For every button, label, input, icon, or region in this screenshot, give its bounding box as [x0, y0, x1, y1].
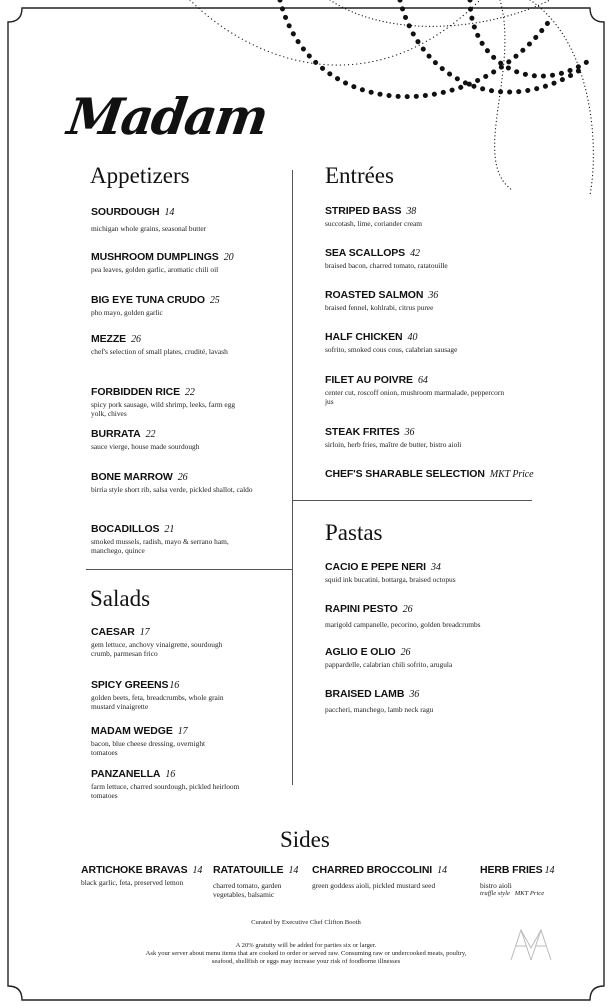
menu-item	[91, 206, 291, 233]
appetizers-heading: Appetizers	[90, 163, 190, 188]
item-name: CACIO E PEPE NERI	[325, 561, 426, 573]
item-name: SOURDOUGH	[91, 206, 160, 218]
item-description: farm lettuce, charred sourdough, pickled heirloom tomatoes	[91, 782, 240, 801]
item-price: 38	[406, 206, 417, 217]
item-price: 21	[164, 524, 175, 535]
item-name: MUSHROOM DUMPLINGS	[91, 251, 219, 263]
item-name: SEA SCALLOPS	[325, 247, 406, 259]
menu-item	[91, 294, 291, 317]
item-description: spicy pork sausage, wild shrimp, leeks, farm egg yolk, chives	[91, 400, 236, 419]
menu-item	[325, 603, 535, 629]
item-description: birria style short rib, salsa verde, pickled shallot, caldo	[91, 485, 253, 494]
item-price: MKT Price	[489, 469, 534, 480]
item-name: MADAM WEDGE	[91, 725, 173, 737]
item-price: 26	[177, 472, 188, 483]
item-description: marigold campanelle, pecorino, golden breadcrumbs	[325, 620, 481, 629]
menu-item	[325, 426, 525, 449]
item-name: BRAISED LAMB	[325, 688, 405, 700]
menu-item	[91, 768, 241, 800]
monogram-watermark-icon	[509, 928, 553, 962]
item-price: 36	[409, 689, 420, 700]
item-description: smoked mussels, radish, mayo & serrano ham, manchego, quince	[91, 537, 229, 556]
item-price: 14	[192, 865, 203, 876]
item-description: center cut, roscoff onion, mushroom marmalade, peppercorn jus	[325, 388, 505, 407]
item-name: FORBIDDEN RICE	[91, 386, 181, 398]
raw-food-advisory-line-2: seafood, shellfish or eggs may increase your risk of foodborne illnesses	[211, 958, 401, 965]
item-price: 22	[145, 429, 156, 440]
menu-item	[91, 428, 291, 451]
item-price: 25	[209, 295, 220, 306]
item-description: pea leaves, golden garlic, aromatic chili oil	[91, 265, 219, 274]
menu-item	[325, 646, 525, 669]
item-name: STRIPED BASS	[325, 205, 402, 217]
menu-item	[325, 374, 505, 406]
item-price: 16	[169, 680, 180, 691]
menu-item	[91, 386, 241, 418]
item-description: paccheri, manchego, lamb neck ragu	[325, 705, 434, 714]
item-name: SPICY GREENS	[91, 679, 169, 691]
item-name: PANZANELLA	[91, 768, 161, 780]
item-description: pappardelle, calabrian chili sofrito, arugula	[325, 660, 453, 669]
item-name: ARTICHOKE BRAVAS	[81, 864, 188, 876]
menu-item	[91, 626, 241, 658]
item-description: bistro aioli	[480, 881, 512, 890]
item-price: 16	[165, 769, 176, 780]
item-name: RAPINI PESTO	[325, 603, 398, 615]
curated-by-credit: Curated by Executive Chef Clifton Booth	[251, 919, 361, 926]
raw-food-advisory-line-1: Ask your server about menu items that are cooked to order or served raw. Consuming raw or undercooked meats, poultry,	[145, 950, 467, 957]
item-price: 36	[404, 427, 415, 438]
gratuity-notice: A 20% gratuity will be added for parties six or larger.	[235, 942, 377, 949]
item-price: 14	[544, 865, 555, 876]
item-description: charred tomato, garden vegetables, balsamic	[213, 881, 282, 900]
item-price: 14	[437, 865, 447, 876]
item-description: braised fennel, kohlrabi, citrus puree	[325, 303, 434, 312]
item-name: BURRATA	[91, 428, 141, 440]
salads-heading: Salads	[90, 586, 151, 611]
item-name: MEZZE	[91, 333, 127, 345]
item-price: 17	[139, 627, 150, 638]
item-name: AGLIO E OLIO	[325, 646, 396, 658]
item-description: pho mayo, golden garlic	[91, 308, 163, 317]
menu-item	[91, 471, 261, 494]
item-note: truffle style MKT Price	[480, 890, 545, 898]
menu-item	[325, 331, 525, 354]
item-name: ROASTED SALMON	[325, 289, 424, 301]
item-name: STEAK FRITES	[325, 426, 400, 438]
item-description: squid ink bucatini, bottarga, braised octopus	[325, 575, 456, 584]
item-description: green goddess aioli, pickled mustard seed	[312, 881, 436, 890]
menu-item	[325, 289, 525, 312]
menu-item	[81, 864, 211, 887]
item-name: BONE MARROW	[91, 471, 173, 483]
menu-item	[480, 864, 580, 897]
item-description: sofrito, smoked cous cous, calabrian sausage	[325, 345, 458, 354]
menu-item	[91, 251, 241, 274]
item-name: BOCADILLOS	[91, 523, 160, 535]
menu-item	[325, 247, 525, 270]
item-price: 22	[185, 387, 195, 398]
item-name: HALF CHICKEN	[325, 331, 403, 343]
pastas-heading: Pastas	[325, 520, 383, 545]
item-description: bacon, blue cheese dressing, overnight tomatoes	[91, 739, 206, 758]
item-name: CAESAR	[91, 626, 135, 638]
menu-item	[91, 523, 241, 555]
item-price: 34	[431, 562, 441, 573]
entrees-pastas-divider	[292, 500, 532, 501]
item-price: 26	[400, 647, 411, 658]
item-price: 14	[288, 865, 299, 876]
menu-item	[91, 679, 231, 711]
menu-item	[91, 333, 256, 356]
item-name: HERB FRIES	[480, 864, 543, 876]
column-divider-vertical	[292, 170, 293, 785]
item-description: golden beets, feta, breadcrumbs, whole grain mustard vinaigrette	[91, 693, 224, 712]
menu-item	[325, 688, 525, 714]
item-description: sirloin, herb fries, maître de butter, bistro aioli	[325, 440, 462, 449]
item-price: 26	[131, 334, 141, 345]
menu-item	[325, 468, 535, 481]
item-name: CHARRED BROCCOLINI	[312, 864, 433, 876]
madam-logo: Madam	[63, 87, 271, 146]
item-name: BIG EYE TUNA CRUDO	[91, 294, 205, 306]
item-price: 36	[428, 290, 439, 301]
item-name: RATATOUILLE	[213, 864, 284, 876]
menu-item	[312, 864, 447, 890]
sides-heading: Sides	[280, 827, 330, 852]
item-description: succotash, lime, coriander cream	[325, 219, 423, 228]
item-price: 14	[164, 207, 175, 218]
item-description: michigan whole grains, seasonal butter	[91, 224, 207, 233]
item-description: black garlic, feta, preserved lemon	[81, 878, 184, 887]
appetizers-salads-divider	[86, 569, 292, 570]
item-name: FILET AU POIVRE	[325, 374, 413, 386]
item-description: gem lettuce, anchovy vinaigrette, sourdough crumb, parmesan frico	[91, 640, 223, 659]
item-price: 17	[177, 726, 188, 737]
item-description: braised bacon, charred tomato, ratatouille	[325, 261, 448, 270]
item-price: 26	[402, 604, 413, 615]
menu-item	[91, 725, 231, 757]
item-price: 20	[223, 252, 234, 263]
menu-item	[213, 864, 308, 899]
item-name: CHEF'S SHARABLE SELECTION	[325, 468, 485, 480]
item-description: chef's selection of small plates, crudité, lavash	[91, 347, 228, 356]
item-price: 42	[410, 248, 420, 259]
menu-item	[325, 561, 525, 584]
menu-item	[325, 205, 525, 228]
item-price: 40	[407, 332, 418, 343]
entrees-heading: Entrées	[325, 163, 394, 188]
item-description: sauce vierge, house made sourdough	[91, 442, 200, 451]
item-price: 64	[417, 375, 428, 386]
